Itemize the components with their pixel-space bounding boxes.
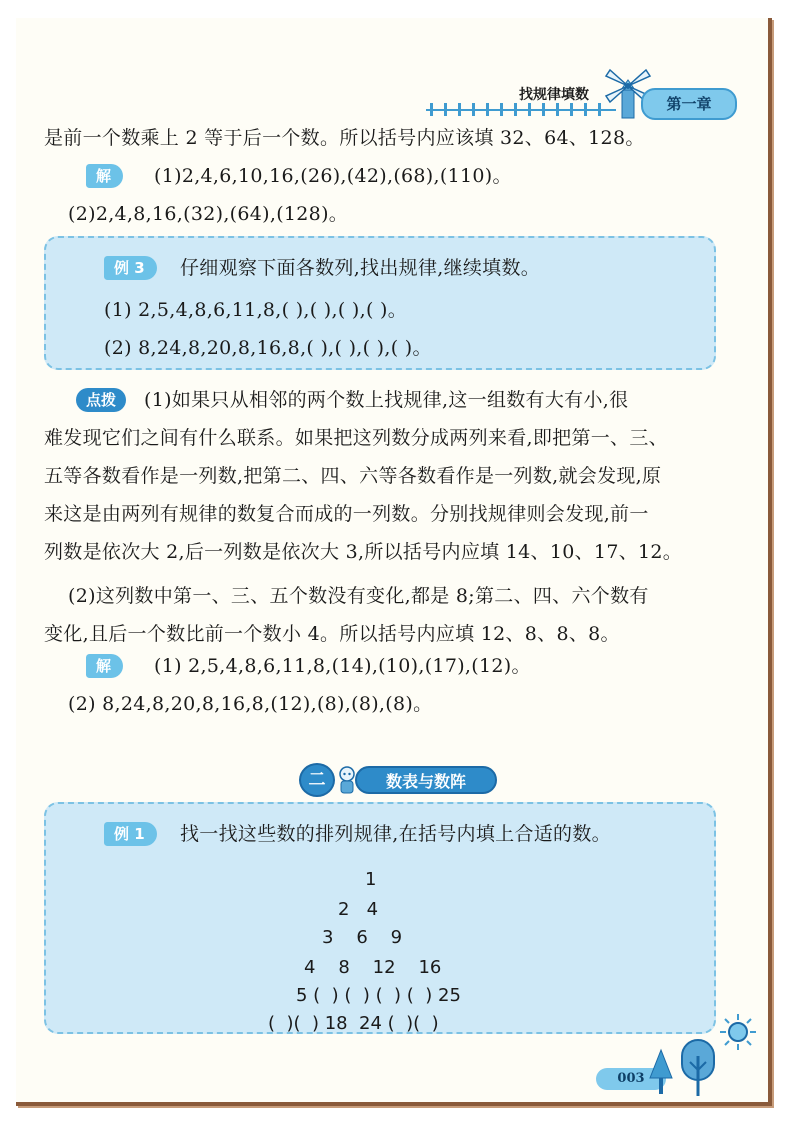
fence-decoration <box>426 102 616 116</box>
answer-line-2: (2)2,4,8,16,(32),(64),(128)。 <box>68 203 349 225</box>
example-3-tag: 例 3 <box>104 256 157 280</box>
answer-tag: 解 <box>86 164 123 188</box>
answer-3-line-1: (1) 2,5,4,8,6,11,8,(14),(10),(17),(12)。 <box>154 655 531 677</box>
triangle-row: 1 <box>365 869 377 890</box>
hint-line: 五等各数看作是一列数,把第二、四、六等各数看作是一列数,就会发现,原 <box>44 465 662 487</box>
hint-line: 列数是依次大 2,后一列数是依次大 3,所以括号内应填 14、10、17、12。 <box>44 541 683 563</box>
intro-line: 是前一个数乘上 2 等于后一个数。所以括号内应该填 32、64、128。 <box>44 127 645 149</box>
answer-3-line-2: (2) 8,24,8,20,8,16,8,(12),(8),(8),(8)。 <box>68 693 433 715</box>
hint-line: 来这是由两列有规律的数复合而成的一列数。分别找规律则会发现,前一 <box>44 503 649 525</box>
section-title: 数表与数阵 <box>355 766 497 794</box>
triangle-row: 5 ( ) ( ) ( ) ( ) 25 <box>296 985 461 1006</box>
page-number: 003 <box>596 1068 666 1090</box>
answer-line-1: (1)2,4,6,10,16,(26),(42),(68),(110)。 <box>154 165 512 187</box>
small-tree-icon <box>648 1048 674 1096</box>
sun-icon <box>718 1012 758 1052</box>
hint-line: 难发现它们之间有什么联系。如果把这列数分成两列来看,即把第一、三、 <box>44 427 668 449</box>
example-3-question-2: (2) 8,24,8,20,8,16,8,( ),( ),( ),( )。 <box>104 337 432 359</box>
page <box>16 18 772 1106</box>
example-3-question-1: (1) 2,5,4,8,6,11,8,( ),( ),( ),( )。 <box>104 299 408 321</box>
hint-line: (1)如果只从相邻的两个数上找规律,这一组数有大有小,很 <box>144 389 629 411</box>
example-1-prompt: 找一找这些数的排列规律,在括号内填上合适的数。 <box>180 823 611 845</box>
example-1-tag: 例 1 <box>104 822 157 846</box>
large-tree-icon <box>678 1038 718 1098</box>
example-3-prompt: 仔细观察下面各数列,找出规律,继续填数。 <box>180 257 541 279</box>
triangle-row: ( )( ) 18 24 ( )( ) <box>268 1013 439 1034</box>
chapter-badge: 第一章 <box>641 88 737 120</box>
header-section-title: 找规律填数 <box>519 87 589 103</box>
section-2-heading <box>299 763 499 797</box>
hint-line: (2)这列数中第一、三、五个数没有变化,都是 8;第二、四、六个数有 <box>68 585 649 607</box>
section-number: 二 <box>299 763 335 797</box>
answer-3-tag: 解 <box>86 654 123 678</box>
hint-tag: 点拨 <box>76 388 126 412</box>
triangle-row: 3 6 9 <box>322 927 403 948</box>
triangle-row: 4 8 12 16 <box>304 957 442 978</box>
hint-line: 变化,且后一个数比前一个数小 4。所以括号内应填 12、8、8、8。 <box>44 623 620 645</box>
triangle-row: 2 4 <box>338 899 379 920</box>
